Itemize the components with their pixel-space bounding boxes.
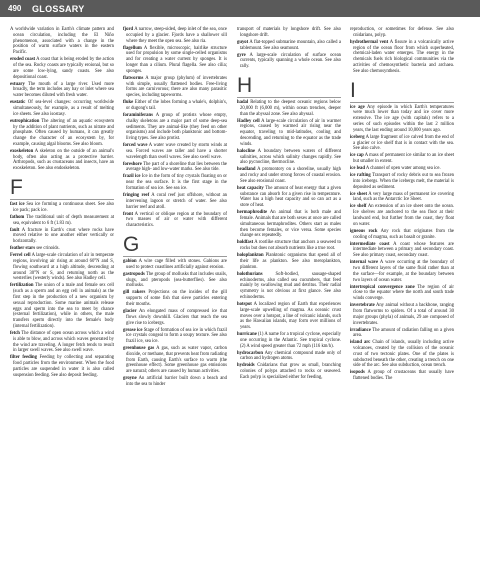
glossary-entry <box>123 309 227 326</box>
glossary-term: intermediate coast <box>350 241 390 247</box>
glossary-entry <box>10 149 114 172</box>
glossary-term: guyot <box>237 39 249 45</box>
glossary-definition: A water wave created by storm winds at sea. Forced waves are taller and have a shorter wavelength than swell waves. See also swell wave. <box>126 143 227 160</box>
glossary-entry <box>350 285 454 302</box>
glossary-entry <box>237 167 341 184</box>
glossary-entry <box>237 332 341 349</box>
glossary-entry <box>237 210 341 239</box>
glossary-term: heat capacity <box>237 185 264 191</box>
glossary-column-2 <box>123 27 227 389</box>
glossary-definition: A worldwide variation in Earth's climate pattern and ocean circulation, including the El Niño phenomenon, associated with a change in the position of warm surface waters in the eastern Pacific. <box>10 27 114 56</box>
glossary-definition: A vertical or oblique region at the boundary of two masses of air or water with different characteristics. <box>126 211 227 229</box>
glossary-definition: A rootlike structure that anchors a seaweed to rocks but does not absorb nutrients like a true root. <box>240 240 341 252</box>
glossary-entry <box>10 82 114 99</box>
glossary-entry <box>237 27 341 39</box>
glossary-entry <box>237 351 341 363</box>
glossary-entry <box>10 246 114 252</box>
glossary-term: internal wave <box>350 260 379 266</box>
glossary-definition: Planktonic organisms that spend all of their life as plankton. See also meroplankton, plankton. <box>240 253 341 270</box>
glossary-definition: A large-scale circulation of air in temperate regions, involving air rising at around 60°N and S, flowing southward at a high altitude, descending at around 30°N or S, and returning north as the westerlies (westerly winds). See also Hadley cell. <box>13 253 115 282</box>
glossary-definition: A flexible, microscopic, hairlike structure used for propulsion by some single-celled organisms and for creating a water current by sponges. It is longer than a cilium. Plural flagella. See also cilia; sponges. <box>126 45 227 74</box>
glossary-entry <box>350 40 454 75</box>
glossary-definition: Soft-bodied, sausage-shaped echinoderms, also called sea cucumbers, that feed mainly by swallowing mud and detritus. Their radial symmetry is not obvious at first glance. See also echinoderms. <box>240 271 341 300</box>
glossary-definition: Any episode in which Earth's temperatures were much lower than today and ice cover more extensive. The ice age (with capitals) refers to a series of such episodes within the last 2 million years, the last ending around 10,000 years ago. <box>353 104 454 133</box>
glossary-definition: The amount of heat energy that a given substance can absorb for a given rise in temperature. Water has a high heat capacity and so can act as a store of heat. <box>240 185 341 209</box>
glossary-term: ice age <box>350 104 365 110</box>
glossary-term: fathom <box>10 214 25 220</box>
glossary-entry <box>123 143 227 160</box>
glossary-entry <box>10 119 114 148</box>
glossary-term: ice lead <box>350 166 365 172</box>
glossary-term: ice sheet <box>350 191 368 197</box>
glossary-term: isopods <box>350 370 365 376</box>
glossary-entry <box>123 76 227 99</box>
glossary-entry <box>350 242 454 259</box>
glossary-entry <box>350 192 454 204</box>
glossary-term: headland <box>237 167 256 173</box>
glossary-term: foreshore <box>123 161 142 167</box>
running-head: GLOSSARY <box>32 3 85 14</box>
glossary-definition: A narrow, steep-sided, deep inlet of the sea, once occupied by a glacier. Fjords have a shallower sill where they meet the open sea. See also ria. <box>126 27 227 44</box>
glossary-entry <box>123 162 227 174</box>
glossary-term: hermaphrodite <box>237 210 268 216</box>
glossary-definition: A gas, such as water vapor, carbon dioxide, or methane, that prevents heat from radiating from Earth, causing Earth's surface to warm (the greenhouse effect). Some greenhouse gas emissions are natural; others are caused by human activities. <box>126 346 227 375</box>
glossary-entry <box>350 204 454 227</box>
glossary-entry <box>237 240 341 252</box>
glossary-term: fluke <box>123 100 134 106</box>
glossary-definition: Stage of formation of sea ice in which frazil ice crystals congeal to form a soupy texture. See also frazil ice, sea ice. <box>126 327 227 345</box>
glossary-definition: Feeding by collecting and separating food particles from the environment. When the food particles are suspended in water it is also called suspension feeding. See also deposit feeding. <box>13 355 114 378</box>
glossary-term: fringing reef <box>123 193 150 199</box>
glossary-entry <box>123 113 227 142</box>
glossary-term: halocline <box>237 148 255 154</box>
glossary-entry <box>10 355 114 378</box>
glossary-entry <box>350 328 454 340</box>
glossary-definition: A large-scale circulation of air in warmer regions, caused by warmed air rising near the equator, traveling to mid-latitudes, cooling and descending, and returning to the equator as the trade winds. <box>240 118 341 147</box>
glossary-column-3 <box>237 27 341 382</box>
glossary-definition: Transport of rocky debris out to sea frozen into icebergs. When the icebergs melt, the material is deposited as sediment. <box>353 173 455 190</box>
glossary-definition: Any chemical compound made only of carbon and hydrogen atoms. <box>240 350 341 362</box>
glossary-entry <box>123 272 227 289</box>
glossary-term: flatworms <box>123 75 144 81</box>
glossary-entry <box>123 174 227 191</box>
glossary-entry <box>123 100 227 112</box>
glossary-term: forced wave <box>123 143 148 149</box>
glossary-definition: An extension of an ice sheet onto the ocean. Ice shelves are anchored to the sea floor at their landward end, but further from the coast, they float on water. <box>353 204 454 227</box>
glossary-term: feather stars <box>10 246 36 252</box>
glossary-definition: A channel of open water among sea ice. <box>365 166 441 172</box>
glossary-entry <box>350 105 454 134</box>
glossary-term: eutrophication <box>10 118 40 124</box>
glossary-definition: A skeleton on the outside of an animal's body, often also acting as a protective barrier. Arthropods, such as crustaceans and insects, have an exoskeleton. See also endoskeleton. <box>13 148 114 172</box>
glossary-entry <box>123 346 227 375</box>
glossary-definition: A wire cage filled with stones. Gabions are used to protect coastlines artificially against erosion. <box>126 258 227 270</box>
glossary-term: gyre <box>237 52 246 58</box>
glossary-definition: A wave occurring at the boundary of two different layers of the same fluid rather than at the surface—for example, at the boundary between two layers of ocean water. <box>353 260 454 283</box>
glossary-definition: A coast that is being eroded by the action of the sea. Rocky coasts are typically eroional, but so are some low-lying, sandy coasts. See also depositional coast. <box>13 57 114 80</box>
glossary-entry <box>237 100 341 117</box>
glossary-term: fast ice <box>10 202 25 208</box>
glossary-definition: (1) A name for a tropical cyclone, especially one occurring in the Atlantic. See tropical cyclone. (2) A wind speed greater than 72 mph (116 km/h). <box>240 332 342 349</box>
glossary-definition: A flat-topped submarine mountain, also called a tablemount. See also seamount. <box>240 39 342 51</box>
glossary-entry <box>350 173 454 190</box>
glossary-entry <box>237 363 341 380</box>
glossary-term: flagellum <box>123 45 142 51</box>
glossary-term: ice shelf <box>350 204 367 210</box>
glossary-entry <box>10 202 114 214</box>
glossary-definition: The amount of radiation falling on a given area. <box>353 327 454 339</box>
page-header-bar <box>0 0 480 17</box>
glossary-term: fetch <box>10 330 20 336</box>
glossary-entry <box>237 149 341 166</box>
glossary-term: eustatic <box>10 100 26 106</box>
glossary-definition: Relating to the deepest oceanic regions below 20,000 ft (6,000 m), within ocean trenches, deeper than the abyssal zone. See also abyssal. <box>240 99 341 117</box>
glossary-term: Hadley cell <box>237 118 260 124</box>
glossary-term: ice cap <box>350 153 364 159</box>
glossary-definition: A localized region of Earth that experiences large-scale upwelling of magma. As oceanic crust moves over a hotspot, a line of volcanic islands, such as the Hawaiian islands, may form over millions of years. <box>240 301 341 331</box>
glossary-entry <box>10 228 114 245</box>
glossary-term: grease ice <box>123 327 143 333</box>
glossary-entry <box>10 283 114 329</box>
glossary-term: greenhouse gas <box>123 346 155 352</box>
glossary-definition: Any rock that originates from the cooling of magma, such as basalt or granite. <box>353 228 454 240</box>
glossary-term: fault <box>10 227 20 233</box>
glossary-definition: A group of protists whose empty, chalky skeletons are a major part of some deep-sea sediments. They are animal-like (they feed on other organisms) and include both planktonic and bottom-living types. See also protist. <box>126 112 227 142</box>
glossary-entry <box>10 253 114 282</box>
glossary-definition: A fracture in Earth's crust where rocks have moved relative to one another either vertically or horizontally. <box>13 227 114 245</box>
section-letter: F <box>10 177 114 200</box>
page-number: 490 <box>8 4 22 13</box>
glossary-definition: The altering of an aquatic ecosystem by the addition of plant nutrients, such as nitrate and phosphate. Often caused by humans, it can greatly change the character of an ecosystem by, for example, causing algal blooms. See also bloom. <box>13 118 114 147</box>
glossary-definition: A mass of permanent ice similar to an ice sheet but smaller in extent. <box>353 153 454 165</box>
glossary-entry <box>237 40 341 52</box>
glossary-entry <box>123 376 227 388</box>
glossary-term: frazil ice <box>123 174 141 180</box>
glossary-term: gill rakers <box>123 290 146 296</box>
section-letter: I <box>350 80 454 103</box>
glossary-definition: A group of crustaceans that usually have flattened bodies. The <box>353 370 454 382</box>
glossary-term: hydrocarbon <box>237 350 263 356</box>
glossary-definition: A major group (phylum) of invertebrates with simple, usually flattened bodies. Free-living forms are carnivorous; there are also many parasitic species, including tapeworms. <box>126 75 227 99</box>
glossary-definition: Cnidarians that grow as small, branching colonies of polyps attached to rocks or seaweed. Each polyp is specialized either for feeding, <box>240 363 342 381</box>
glossary-term: ice rafting <box>350 173 371 179</box>
glossary-term: gastropods <box>123 271 145 277</box>
glossary-definition: reproduction, or sometimes for defense. See also cnidarians, polyp. <box>350 27 454 38</box>
glossary-term: holoplankton <box>237 253 264 259</box>
glossary-entry <box>237 119 341 148</box>
glossary-definition: The group of mollusks that includes snails, slugs, and pteropods (sea-butterflies). See also mollusks. <box>126 271 228 289</box>
glossary-term: holdfast <box>237 240 254 246</box>
glossary-term: hurricane <box>237 332 257 338</box>
glossary-entry <box>123 259 227 271</box>
glossary-definition: Ice in the form of tiny crystals floating on or near the sea surface. It is the first stage in the formation of sea ice. See sea ice. <box>126 174 227 192</box>
glossary-definition: Chain of islands, usually including active volcanoes, created by the collision of the oceanic crust of two tectonic plates. One of the plates is subducted beneath the other, creating a trench on one side of the arc. See also subduction, ocean trench. <box>353 340 454 369</box>
glossary-term: filter feeding <box>10 355 37 361</box>
glossary-entry <box>350 260 454 283</box>
glossary-definition: An artificial barrier built down a beach and into the sea to hinder <box>126 376 227 388</box>
glossary-definition: A large fragment of ice calved from the end of a glacier or ice shelf that is in contact with the sea. See also calve. <box>353 134 454 152</box>
glossary-term: hotspot <box>237 301 252 307</box>
glossary-term: groyne <box>123 376 137 382</box>
glossary-entry <box>123 290 227 307</box>
glossary-definition: Sea ice forming a continuous sheet. See also ice pack; pack ice. <box>13 202 114 213</box>
glossary-entry <box>10 215 114 227</box>
glossary-definition: The mouth of a large river. Used more broadly, the term includes any bay or inlet where sea water becomes diluted with fresh water. <box>13 81 114 99</box>
glossary-definition: A very large mass of permanent ice covering land, such as the Antarctic Ice Sheet. <box>353 191 454 203</box>
glossary-entry <box>10 27 114 56</box>
glossary-entry <box>350 153 454 165</box>
glossary-term: invertebrate <box>350 303 375 309</box>
glossary-term: holothurians <box>237 271 263 277</box>
glossary-entry <box>350 229 454 241</box>
glossary-term: hadal <box>237 99 249 105</box>
glossary-definition: Either of the lobes forming a whale's, dolphin's, or dugong's tail. <box>126 100 228 111</box>
section-letter: H <box>237 75 341 98</box>
glossary-entry <box>350 340 454 369</box>
glossary-definition: A boundary between waters of different salinities, across which salinity changes rapidly. See also pycnocline, thermocline. <box>240 148 341 166</box>
glossary-entry <box>123 193 227 210</box>
glossary-entry <box>237 302 341 331</box>
glossary-definition: The union of a male and female sex cell (such as a sperm and an egg cell in animals) as the first step in the production of a new organism by sexual reproduction. Some marine animals release eggs and sperm into the sea to meet by chance (external fertilization), while in others, the male transfers sperm directly into the female's body (internal fertilization). <box>13 283 114 329</box>
glossary-entry <box>123 46 227 75</box>
glossary-definition: The distance of open ocean across which a wind is able to blow, and across which waves generated by the wind are traveling. A longer fetch tends to result in larger swell waves. See also swell wave. <box>13 330 114 354</box>
glossary-entry <box>350 370 454 382</box>
glossary-definition: A large-scale circulation of surface ocean currents, typically spanning a whole ocean. See also rally. <box>240 52 341 70</box>
glossary-term: island arc <box>350 340 371 346</box>
glossary-entry <box>350 166 454 172</box>
glossary-term: foraminiferans <box>123 112 153 118</box>
glossary-entry <box>350 303 454 326</box>
glossary-entry <box>237 253 341 270</box>
glossary-definition: The traditional unit of depth measurement at sea, equivalent to 6 ft (1.83 m). <box>13 214 114 226</box>
glossary-term: eroded coast <box>10 57 36 63</box>
glossary-definition: An elongated mass of compressed ice that flows slowly downhill. Glaciers that reach the sea give rise to icebergs. <box>126 308 227 326</box>
glossary-definition: A coral reef just offshore, without an intervening lagoon or stretch of water. See also barrier reef and atoll. <box>126 193 227 210</box>
glossary-term: Ferrel cell <box>10 253 31 259</box>
glossary-definition: A fissure in a volcanically active region of the ocean floor from which superheated, chemical-laden water emerges. The energy in the chemicals fuels rich biological communities via the activities of chemosynthetic bacteria and archaea. See also chemosynthesis. <box>353 39 455 74</box>
glossary-definition: A coast whose features are intermediate between a primary and secondary coast. See also primary coast, secondary coast. <box>353 241 454 259</box>
glossary-entry <box>237 272 341 301</box>
glossary-definition: Any animal without a backbone, ranging from flatworms to spiders. Of a total of around 30 major groups (phyla) of animals, 29 are composed of invertebrates. <box>353 303 454 326</box>
glossary-term: glacier <box>123 308 137 314</box>
glossary-definition: Projections on the insides of the gill supports of some fish that sieve particles entering their mouths. <box>126 290 227 307</box>
glossary-term: hydrothermal vent <box>350 39 389 45</box>
glossary-definition: see crinoids. <box>36 246 60 252</box>
glossary-definition: transport of materials by longshore drift. See also longshore drift. <box>237 27 341 38</box>
glossary-term: gabion <box>123 258 137 264</box>
glossary-definition: The part of a shoreline that lies between the average high- and low-water marks. See also tide. <box>126 161 228 173</box>
glossary-entry <box>237 186 341 209</box>
glossary-term: hydroids <box>237 363 255 369</box>
glossary-entry <box>123 328 227 345</box>
glossary-column-4 <box>350 27 454 383</box>
glossary-entry <box>10 331 114 354</box>
glossary-entry <box>10 57 114 80</box>
glossary-entry <box>350 27 454 39</box>
section-letter: G <box>123 234 227 257</box>
glossary-entry <box>237 53 341 70</box>
glossary-entry <box>123 212 227 229</box>
glossary-entry <box>10 100 114 117</box>
glossary-definition: The region of air close to the equator where the north and south trade winds converge. <box>353 284 454 302</box>
glossary-definition: Of sea-level changes: occurring worldwide simultaneously, for example, as a result of melting ice sheets. See also isostasy. <box>13 100 115 117</box>
glossary-term: igneous rock <box>350 228 378 234</box>
glossary-term: estuary <box>10 81 25 87</box>
glossary-term: fertilization <box>10 283 34 289</box>
glossary-entry <box>123 27 227 44</box>
glossary-definition: An animal that is both male and female. Animals that are both sexes at once are called simultaneous hermaphrodites. Others start as males then become females, or vice versa. Some species change sex repeatedly. <box>240 210 341 239</box>
glossary-column-1 <box>10 27 114 380</box>
glossary-term: exoskeleton <box>10 148 34 154</box>
glossary-term: iceberg <box>350 134 365 140</box>
glossary-term: intertropical convergence zone <box>350 284 415 290</box>
glossary-entry <box>350 135 454 152</box>
glossary-term: irradiance <box>350 327 371 333</box>
glossary-definition: A promontory on a shoreline, usually high and rocky and under strong forces of coastal erosion. See also erosional coast. <box>240 167 341 184</box>
glossary-term: front <box>123 211 134 217</box>
glossary-term: fjord <box>123 27 134 32</box>
